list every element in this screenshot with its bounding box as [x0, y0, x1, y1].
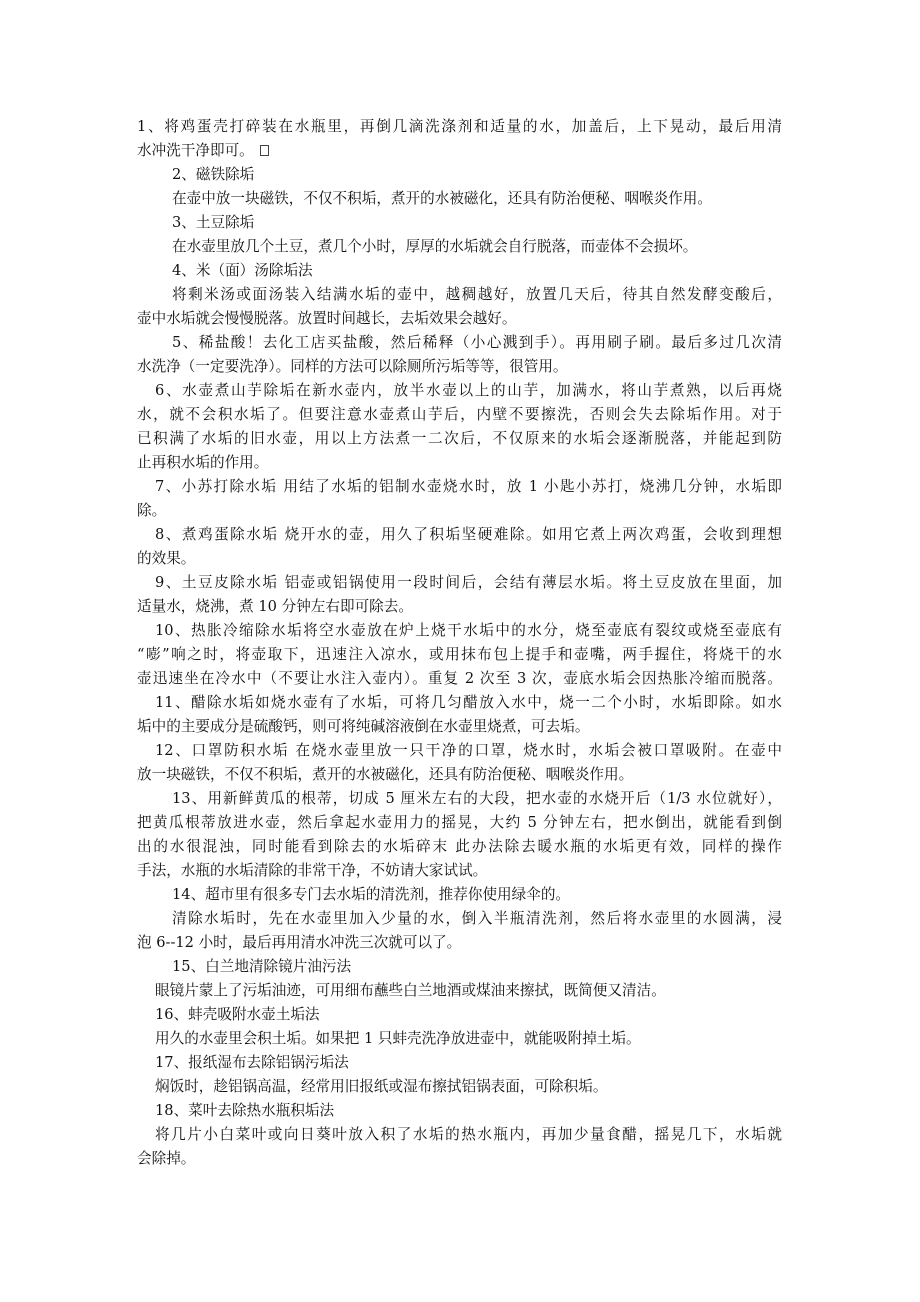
text-line: 10、热胀冷缩除水垢将空水壶放在炉上烧干水垢中的水分，烧至壶底有裂纹或烧至壶底有: [155, 622, 782, 639]
text-line: 用久的水壶里会积土垢。如果把 1 只蚌壳洗净放进壶中，就能吸附掉土垢。: [155, 1030, 641, 1047]
text-line: 9、土豆皮除水垢 铝壶或铝锅使用一段时间后，会结有薄层水垢。将土豆皮放在里面，加: [155, 574, 782, 591]
text-line: 6、水壶煮山芋除垢在新水壶内，放半水壶以上的山芋，加满水，将山芋煮熟，以后再烧: [155, 382, 782, 399]
text-line: 把黄瓜根蒂放进水壶，然后拿起水壶用力的摇晃，大约 5 分钟左右，把水倒出，就能看到倒: [137, 814, 782, 831]
text-line: 放一块磁铁，不仅不积垢，煮开的水被磁化，还具有防治便秘、咽喉炎作用。: [137, 766, 634, 783]
text-line: 泡 6--12 小时，最后再用清水冲洗三次就可以了。: [137, 934, 462, 951]
text-line: 会除掉。: [137, 1150, 196, 1167]
text-line: 水，就不会积水垢了。但要注意水壶煮山芋后，内壁不要擦洗，否则会失去除垢作用。对于: [137, 406, 782, 423]
section-heading: 18、菜叶去除热水瓶积垢法: [155, 1102, 335, 1119]
section-heading: 2、磁铁除垢: [172, 166, 255, 183]
text-line: 除。: [137, 502, 167, 519]
section-heading: 16、蚌壳吸附水壶土垢法: [155, 1006, 320, 1023]
text-line: 壶迅速坐在冷水中（不要让水注入壶内）。重复 2 次至 3 次，壶底水垢会因热胀冷缩而脱落。: [137, 670, 782, 687]
text-line: 5、稀盐酸！去化工店买盐酸，然后稀释（小心溅到手）。再用刷子刷。最后多过几次清: [172, 334, 782, 351]
text-line: 14、超市里有很多专门去水垢的清洗剂，推荐你使用绿伞的。: [172, 886, 571, 903]
text-line: 11、醋除水垢如烧水壶有了水垢，可将几匀醋放入水中，烧一二个小时，水垢即除。如水: [155, 694, 782, 711]
text-line: 止再积水垢的作用。: [137, 454, 269, 471]
text-line: 将剩米汤或面汤装入结满水垢的壶中，越稠越好，放置几天后，待其自然发酵变酸后，: [172, 286, 782, 303]
text-line: 清除水垢时，先在水壶里加入少量的水，倒入半瓶清洗剂，然后将水壶里的水圆满，浸: [172, 910, 782, 927]
text-line: 的效果。: [137, 550, 196, 567]
placeholder-box-glyph: [260, 145, 269, 156]
text-line: 垢中的主要成分是硫酸钙，则可将纯碱溶液倒在水壶里烧煮，可去垢。: [137, 718, 590, 735]
text-line: 在壶中放一块磁铁，不仅不积垢，煮开的水被磁化，还具有防治便秘、咽喉炎作用。: [172, 190, 712, 207]
text-line: 壶中水垢就会慢慢脱落。放置时间越长，去垢效果会越好。: [137, 310, 517, 327]
section-heading: 17、报纸湿布去除铝锅污垢法: [155, 1054, 349, 1071]
text-line: 13、用新鲜黄瓜的根蒂，切成 5 厘米左右的大段，把水壶的水烧开后（1/3 水位就好），: [172, 790, 782, 807]
text-line: 12、口罩防积水垢 在烧水壶里放一只干净的口罩，烧水时，水垢会被口罩吸附。在壶中: [155, 742, 782, 759]
text-line: 8、煮鸡蛋除水垢 烧开水的壶，用久了积垢坚硬难除。如用它煮上两次鸡蛋，会收到理想: [155, 526, 782, 543]
text-line: 焖饭时，趁铝锅高温，经常用旧报纸或湿布擦拭铝锅表面，可除积垢。: [155, 1078, 608, 1095]
text-line: 水冲洗干净即可。: [137, 142, 254, 159]
text-line: 在水壶里放几个土豆，煮几个小时，厚厚的水垢就会自行脱落，而壶体不会损坏。: [172, 238, 698, 255]
section-heading: 4、米（面）汤除垢法: [172, 262, 313, 279]
text-line: 出的水很混浊，同时能看到除去的水垢碎末 此办法除去暖水瓶的水垢更有效，同样的操作: [137, 838, 782, 855]
text-line: “嘭”响之时，将壶取下，迅速注入凉水，或用抹布包上提手和壶嘴，两手握住，将烧干的水: [137, 646, 782, 663]
text-line: 将几片小白菜叶或向日葵叶放入积了水垢的热水瓶内，再加少量食醋，摇晃几下，水垢就: [155, 1126, 782, 1143]
text-line: 7、小苏打除水垢 用结了水垢的铝制水壶烧水时，放 1 小匙小苏打，烧沸几分钟，水垢即: [155, 478, 782, 495]
text-line: 水洗净（一定要洗净）。同样的方法可以除厕所污垢等等，很管用。: [137, 358, 568, 375]
section-heading: 15、白兰地清除镜片油污法: [172, 958, 352, 975]
text-line-with-box: [137, 141, 269, 161]
text-line: 手法，水瓶的水垢清除的非常干净，不妨请大家试试。: [137, 862, 488, 879]
text-line: 眼镜片蒙上了污垢油迹，可用细布蘸些白兰地酒或煤油来擦拭，既简便又清洁。: [155, 982, 666, 999]
text-line: 适量水，烧沸，煮 10 分钟左右即可除去。: [137, 598, 413, 615]
text-line: 1、将鸡蛋壳打碎装在水瓶里，再倒几滴洗涤剂和适量的水，加盖后，上下晃动，最后用清: [137, 118, 782, 135]
section-heading: 3、土豆除垢: [172, 214, 255, 231]
text-line: 已积满了水垢的旧水壶，用以上方法煮一二次后，不仅原来的水垢会逐渐脱落，并能起到防: [137, 430, 782, 447]
